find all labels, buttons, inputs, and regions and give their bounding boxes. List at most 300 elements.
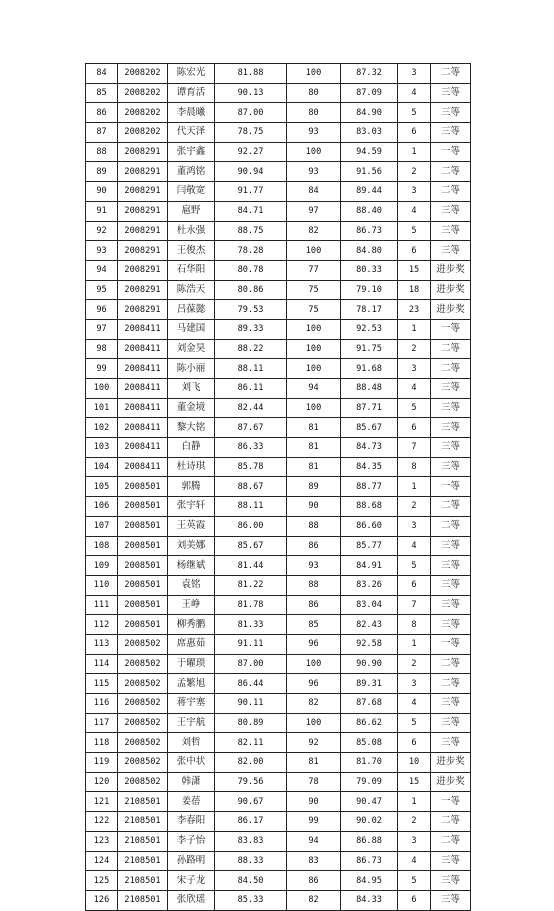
table-row <box>86 359 471 379</box>
table-row <box>86 319 471 339</box>
score2-cell: 81 <box>287 418 341 438</box>
table-row <box>86 713 471 733</box>
total-score-cell: 86.62 <box>341 713 398 733</box>
score-cell: 81.44 <box>215 556 287 576</box>
student-name-cell: 柳秀鹏 <box>168 615 215 635</box>
row-number-cell: 111 <box>86 595 118 615</box>
score-cell: 82.11 <box>215 733 287 753</box>
row-number-cell: 84 <box>86 64 118 84</box>
score-cell: 89.33 <box>215 319 287 339</box>
student-name-cell: 陈小丽 <box>168 359 215 379</box>
table-row <box>86 103 471 123</box>
row-number-cell: 89 <box>86 162 118 182</box>
row-number-cell: 95 <box>86 280 118 300</box>
award-cell: 二等 <box>431 182 471 202</box>
total-score-cell: 92.58 <box>341 634 398 654</box>
award-cell: 三等 <box>431 103 471 123</box>
rank-cell: 15 <box>398 772 431 792</box>
row-number-cell: 116 <box>86 694 118 714</box>
class-id-cell: 2008501 <box>118 497 168 517</box>
row-number-cell: 112 <box>86 615 118 635</box>
table-row <box>86 418 471 438</box>
score-cell: 88.75 <box>215 221 287 241</box>
score2-cell: 97 <box>287 201 341 221</box>
student-name-cell: 郭腾 <box>168 477 215 497</box>
table-row <box>86 221 471 241</box>
award-cell: 一等 <box>431 792 471 812</box>
student-name-cell: 杜诗琪 <box>168 457 215 477</box>
rank-cell: 3 <box>398 64 431 84</box>
row-number-cell: 110 <box>86 575 118 595</box>
row-number-cell: 94 <box>86 260 118 280</box>
score-cell: 86.33 <box>215 438 287 458</box>
table-row <box>86 64 471 84</box>
student-name-cell: 孙路明 <box>168 851 215 871</box>
score2-cell: 84 <box>287 182 341 202</box>
rank-cell: 1 <box>398 634 431 654</box>
award-cell: 三等 <box>431 556 471 576</box>
student-name-cell: 刘哲 <box>168 733 215 753</box>
rank-cell: 4 <box>398 536 431 556</box>
score2-cell: 81 <box>287 753 341 773</box>
document-page <box>85 63 470 911</box>
total-score-cell: 89.44 <box>341 182 398 202</box>
table-row <box>86 536 471 556</box>
score2-cell: 80 <box>287 103 341 123</box>
table-row <box>86 694 471 714</box>
table-row <box>86 516 471 536</box>
award-cell: 二等 <box>431 359 471 379</box>
total-score-cell: 81.70 <box>341 753 398 773</box>
award-cell: 二等 <box>431 497 471 517</box>
total-score-cell: 92.53 <box>341 319 398 339</box>
award-cell: 三等 <box>431 201 471 221</box>
total-score-cell: 91.75 <box>341 339 398 359</box>
score2-cell: 100 <box>287 359 341 379</box>
score-cell: 86.44 <box>215 674 287 694</box>
score2-cell: 93 <box>287 162 341 182</box>
class-id-cell: 2008291 <box>118 260 168 280</box>
class-id-cell: 2008501 <box>118 516 168 536</box>
table-row <box>86 379 471 399</box>
table-row <box>86 831 471 851</box>
score2-cell: 100 <box>287 654 341 674</box>
row-number-cell: 93 <box>86 241 118 261</box>
table-row <box>86 201 471 221</box>
score-cell: 80.89 <box>215 713 287 733</box>
award-cell: 三等 <box>431 595 471 615</box>
table-row <box>86 634 471 654</box>
score2-cell: 85 <box>287 615 341 635</box>
table-row <box>86 772 471 792</box>
row-number-cell: 102 <box>86 418 118 438</box>
row-number-cell: 122 <box>86 812 118 832</box>
class-id-cell: 2008411 <box>118 418 168 438</box>
class-id-cell: 2008291 <box>118 182 168 202</box>
student-name-cell: 石华阳 <box>168 260 215 280</box>
total-score-cell: 87.68 <box>341 694 398 714</box>
table-row <box>86 497 471 517</box>
student-name-cell: 张中状 <box>168 753 215 773</box>
table-row <box>86 182 471 202</box>
table-row <box>86 674 471 694</box>
award-cell: 三等 <box>431 418 471 438</box>
student-name-cell: 代天泽 <box>168 123 215 143</box>
class-id-cell: 2008502 <box>118 753 168 773</box>
award-cell: 二等 <box>431 516 471 536</box>
table-row <box>86 83 471 103</box>
class-id-cell: 2008502 <box>118 713 168 733</box>
rank-cell: 7 <box>398 595 431 615</box>
table-body <box>86 64 471 911</box>
award-cell: 一等 <box>431 319 471 339</box>
score-cell: 90.94 <box>215 162 287 182</box>
class-id-cell: 2008501 <box>118 595 168 615</box>
total-score-cell: 88.40 <box>341 201 398 221</box>
class-id-cell: 2008291 <box>118 280 168 300</box>
total-score-cell: 84.73 <box>341 438 398 458</box>
table-row <box>86 162 471 182</box>
total-score-cell: 78.17 <box>341 300 398 320</box>
total-score-cell: 94.59 <box>341 142 398 162</box>
total-score-cell: 86.88 <box>341 831 398 851</box>
score2-cell: 100 <box>287 241 341 261</box>
student-name-cell: 扈野 <box>168 201 215 221</box>
row-number-cell: 108 <box>86 536 118 556</box>
rank-cell: 23 <box>398 300 431 320</box>
score2-cell: 92 <box>287 733 341 753</box>
class-id-cell: 2008502 <box>118 674 168 694</box>
rank-cell: 2 <box>398 654 431 674</box>
table-row <box>86 654 471 674</box>
row-number-cell: 125 <box>86 871 118 891</box>
rank-cell: 3 <box>398 516 431 536</box>
score-cell: 88.22 <box>215 339 287 359</box>
rank-cell: 3 <box>398 182 431 202</box>
rank-cell: 2 <box>398 162 431 182</box>
table-row <box>86 438 471 458</box>
award-cell: 一等 <box>431 142 471 162</box>
rank-cell: 4 <box>398 379 431 399</box>
row-number-cell: 101 <box>86 398 118 418</box>
class-id-cell: 2008502 <box>118 772 168 792</box>
rank-cell: 5 <box>398 871 431 891</box>
table-row <box>86 556 471 576</box>
score-cell: 85.78 <box>215 457 287 477</box>
class-id-cell: 2008411 <box>118 457 168 477</box>
score2-cell: 88 <box>287 516 341 536</box>
award-cell: 三等 <box>431 713 471 733</box>
row-number-cell: 86 <box>86 103 118 123</box>
total-score-cell: 79.10 <box>341 280 398 300</box>
award-cell: 一等 <box>431 477 471 497</box>
award-cell: 三等 <box>431 438 471 458</box>
total-score-cell: 79.09 <box>341 772 398 792</box>
rank-cell: 4 <box>398 201 431 221</box>
score2-cell: 86 <box>287 871 341 891</box>
total-score-cell: 84.90 <box>341 103 398 123</box>
score2-cell: 86 <box>287 595 341 615</box>
student-name-cell: 闫敬宽 <box>168 182 215 202</box>
rank-cell: 6 <box>398 733 431 753</box>
class-id-cell: 2008291 <box>118 201 168 221</box>
score2-cell: 93 <box>287 123 341 143</box>
score-cell: 81.22 <box>215 575 287 595</box>
score2-cell: 89 <box>287 477 341 497</box>
table-row <box>86 851 471 871</box>
student-name-cell: 吕葆懿 <box>168 300 215 320</box>
class-id-cell: 2108501 <box>118 871 168 891</box>
row-number-cell: 92 <box>86 221 118 241</box>
row-number-cell: 100 <box>86 379 118 399</box>
student-name-cell: 杜永强 <box>168 221 215 241</box>
class-id-cell: 2108501 <box>118 890 168 910</box>
award-cell: 三等 <box>431 851 471 871</box>
class-id-cell: 2008291 <box>118 142 168 162</box>
rank-cell: 1 <box>398 477 431 497</box>
row-number-cell: 98 <box>86 339 118 359</box>
row-number-cell: 85 <box>86 83 118 103</box>
score-cell: 87.67 <box>215 418 287 438</box>
class-id-cell: 2008411 <box>118 339 168 359</box>
class-id-cell: 2008501 <box>118 615 168 635</box>
class-id-cell: 2008501 <box>118 477 168 497</box>
total-score-cell: 90.02 <box>341 812 398 832</box>
student-name-cell: 孟繁旭 <box>168 674 215 694</box>
rank-cell: 6 <box>398 575 431 595</box>
score-cell: 88.11 <box>215 497 287 517</box>
score2-cell: 90 <box>287 792 341 812</box>
score-cell: 90.13 <box>215 83 287 103</box>
rank-cell: 2 <box>398 497 431 517</box>
student-name-cell: 董金境 <box>168 398 215 418</box>
total-score-cell: 87.09 <box>341 83 398 103</box>
score-cell: 87.00 <box>215 654 287 674</box>
row-number-cell: 113 <box>86 634 118 654</box>
class-id-cell: 2008291 <box>118 221 168 241</box>
student-name-cell: 黎大铭 <box>168 418 215 438</box>
class-id-cell: 2008502 <box>118 634 168 654</box>
rank-cell: 3 <box>398 831 431 851</box>
row-number-cell: 105 <box>86 477 118 497</box>
score-cell: 82.00 <box>215 753 287 773</box>
row-number-cell: 91 <box>86 201 118 221</box>
score-cell: 85.33 <box>215 890 287 910</box>
student-name-cell: 杨继斌 <box>168 556 215 576</box>
award-cell: 三等 <box>431 733 471 753</box>
rank-cell: 5 <box>398 103 431 123</box>
student-name-cell: 陈浩天 <box>168 280 215 300</box>
award-cell: 二等 <box>431 162 471 182</box>
table-row <box>86 812 471 832</box>
award-cell: 三等 <box>431 83 471 103</box>
student-name-cell: 陈宏光 <box>168 64 215 84</box>
award-cell: 三等 <box>431 615 471 635</box>
award-cell: 进步奖 <box>431 280 471 300</box>
class-id-cell: 2008291 <box>118 241 168 261</box>
score-cell: 87.00 <box>215 103 287 123</box>
score-cell: 79.53 <box>215 300 287 320</box>
student-name-cell: 张宇轩 <box>168 497 215 517</box>
table-row <box>86 241 471 261</box>
row-number-cell: 103 <box>86 438 118 458</box>
class-id-cell: 2108501 <box>118 831 168 851</box>
class-id-cell: 2008501 <box>118 536 168 556</box>
award-cell: 三等 <box>431 871 471 891</box>
class-id-cell: 2008411 <box>118 438 168 458</box>
class-id-cell: 2008291 <box>118 300 168 320</box>
rank-cell: 5 <box>398 221 431 241</box>
score2-cell: 100 <box>287 713 341 733</box>
award-cell: 二等 <box>431 339 471 359</box>
student-name-cell: 李春阳 <box>168 812 215 832</box>
total-score-cell: 84.33 <box>341 890 398 910</box>
score2-cell: 83 <box>287 851 341 871</box>
total-score-cell: 83.03 <box>341 123 398 143</box>
student-name-cell: 王英霞 <box>168 516 215 536</box>
class-id-cell: 2008502 <box>118 694 168 714</box>
score-cell: 88.11 <box>215 359 287 379</box>
rank-cell: 1 <box>398 792 431 812</box>
total-score-cell: 90.47 <box>341 792 398 812</box>
class-id-cell: 2008291 <box>118 162 168 182</box>
score-cell: 88.33 <box>215 851 287 871</box>
row-number-cell: 104 <box>86 457 118 477</box>
student-name-cell: 蒋宇塞 <box>168 694 215 714</box>
student-name-cell: 谭育活 <box>168 83 215 103</box>
score-cell: 84.71 <box>215 201 287 221</box>
rank-cell: 2 <box>398 812 431 832</box>
row-number-cell: 124 <box>86 851 118 871</box>
score2-cell: 81 <box>287 457 341 477</box>
class-id-cell: 2008501 <box>118 556 168 576</box>
total-score-cell: 86.73 <box>341 221 398 241</box>
class-id-cell: 2008502 <box>118 654 168 674</box>
score2-cell: 100 <box>287 398 341 418</box>
row-number-cell: 107 <box>86 516 118 536</box>
total-score-cell: 86.73 <box>341 851 398 871</box>
student-name-cell: 白静 <box>168 438 215 458</box>
score2-cell: 93 <box>287 556 341 576</box>
class-id-cell: 2108501 <box>118 812 168 832</box>
score-cell: 85.67 <box>215 536 287 556</box>
student-name-cell: 宋子龙 <box>168 871 215 891</box>
award-cell: 三等 <box>431 241 471 261</box>
table-row <box>86 615 471 635</box>
score-cell: 81.33 <box>215 615 287 635</box>
total-score-cell: 85.08 <box>341 733 398 753</box>
score-cell: 80.78 <box>215 260 287 280</box>
score2-cell: 82 <box>287 694 341 714</box>
rank-cell: 4 <box>398 694 431 714</box>
class-id-cell: 2008202 <box>118 123 168 143</box>
rank-cell: 6 <box>398 418 431 438</box>
rank-cell: 8 <box>398 615 431 635</box>
total-score-cell: 83.04 <box>341 595 398 615</box>
award-cell: 三等 <box>431 694 471 714</box>
total-score-cell: 88.48 <box>341 379 398 399</box>
student-name-cell: 王峥 <box>168 595 215 615</box>
rank-cell: 1 <box>398 319 431 339</box>
score2-cell: 75 <box>287 280 341 300</box>
score-cell: 86.11 <box>215 379 287 399</box>
total-score-cell: 84.80 <box>341 241 398 261</box>
award-cell: 进步奖 <box>431 772 471 792</box>
rank-cell: 4 <box>398 851 431 871</box>
class-id-cell: 2008202 <box>118 64 168 84</box>
score2-cell: 82 <box>287 890 341 910</box>
award-table <box>85 63 471 911</box>
total-score-cell: 84.91 <box>341 556 398 576</box>
table-row <box>86 477 471 497</box>
table-row <box>86 280 471 300</box>
rank-cell: 5 <box>398 398 431 418</box>
table-row <box>86 123 471 143</box>
row-number-cell: 119 <box>86 753 118 773</box>
score-cell: 84.50 <box>215 871 287 891</box>
score-cell: 91.77 <box>215 182 287 202</box>
table-row <box>86 398 471 418</box>
table-row <box>86 871 471 891</box>
total-score-cell: 91.56 <box>341 162 398 182</box>
row-number-cell: 120 <box>86 772 118 792</box>
score2-cell: 100 <box>287 319 341 339</box>
class-id-cell: 2008411 <box>118 359 168 379</box>
score2-cell: 86 <box>287 536 341 556</box>
score-cell: 81.88 <box>215 64 287 84</box>
score2-cell: 100 <box>287 64 341 84</box>
table-row <box>86 260 471 280</box>
row-number-cell: 97 <box>86 319 118 339</box>
student-name-cell: 姜蓓 <box>168 792 215 812</box>
score2-cell: 94 <box>287 831 341 851</box>
row-number-cell: 106 <box>86 497 118 517</box>
row-number-cell: 117 <box>86 713 118 733</box>
total-score-cell: 84.95 <box>341 871 398 891</box>
student-name-cell: 张欣瑶 <box>168 890 215 910</box>
award-cell: 三等 <box>431 123 471 143</box>
total-score-cell: 87.71 <box>341 398 398 418</box>
total-score-cell: 88.77 <box>341 477 398 497</box>
class-id-cell: 2108501 <box>118 792 168 812</box>
score-cell: 82.44 <box>215 398 287 418</box>
class-id-cell: 2008411 <box>118 379 168 399</box>
table-row <box>86 890 471 910</box>
score2-cell: 75 <box>287 300 341 320</box>
student-name-cell: 袁铭 <box>168 575 215 595</box>
score-cell: 91.11 <box>215 634 287 654</box>
award-cell: 二等 <box>431 674 471 694</box>
row-number-cell: 109 <box>86 556 118 576</box>
score-cell: 86.00 <box>215 516 287 536</box>
total-score-cell: 90.90 <box>341 654 398 674</box>
student-name-cell: 李子怡 <box>168 831 215 851</box>
rank-cell: 10 <box>398 753 431 773</box>
student-name-cell: 韩潇 <box>168 772 215 792</box>
rank-cell: 8 <box>398 457 431 477</box>
rank-cell: 3 <box>398 359 431 379</box>
student-name-cell: 刘飞 <box>168 379 215 399</box>
total-score-cell: 82.43 <box>341 615 398 635</box>
award-cell: 三等 <box>431 221 471 241</box>
row-number-cell: 87 <box>86 123 118 143</box>
row-number-cell: 118 <box>86 733 118 753</box>
student-name-cell: 王俊杰 <box>168 241 215 261</box>
total-score-cell: 89.31 <box>341 674 398 694</box>
student-name-cell: 刘金昊 <box>168 339 215 359</box>
score2-cell: 100 <box>287 142 341 162</box>
row-number-cell: 126 <box>86 890 118 910</box>
